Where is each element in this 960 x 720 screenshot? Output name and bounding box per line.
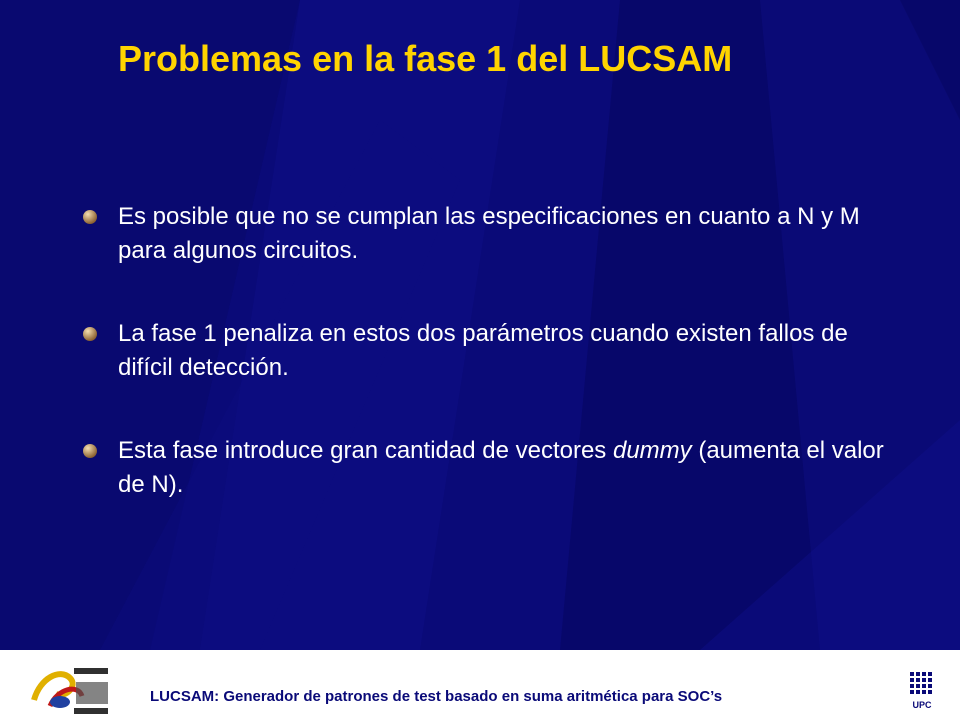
sphere-bullet-icon <box>82 209 98 225</box>
bullet-item <box>82 200 902 268</box>
bullet-text: La fase 1 penaliza en estos dos parámetros cuando existen fallos de difícil detección. <box>118 320 848 382</box>
upc-logo-label: UPC <box>912 700 932 710</box>
conference-logo-icon <box>30 658 112 718</box>
slide-title: Problemas en la fase 1 del LUCSAM <box>118 38 733 79</box>
sphere-bullet-icon <box>82 326 98 342</box>
bullet-text-tail: (aumenta el valor de N). <box>118 437 884 499</box>
bullet-item <box>82 317 902 385</box>
bullet-italic-text: dummy <box>612 437 692 465</box>
footer-bar <box>0 650 960 720</box>
bullet-list <box>82 200 902 551</box>
bullet-text: Es posible que no se cumplan las especificaciones en cuanto a N y M para algunos circuitos. <box>118 203 860 265</box>
upc-logo-icon <box>908 670 936 712</box>
sphere-bullet-icon <box>82 443 98 459</box>
footer-text: LUCSAM: Generador de patrones de test basado en suma aritmética para SOC’s <box>150 688 723 705</box>
bullet-item <box>82 434 902 502</box>
bullet-text: Esta fase introduce gran cantidad de vectores <box>118 437 613 465</box>
